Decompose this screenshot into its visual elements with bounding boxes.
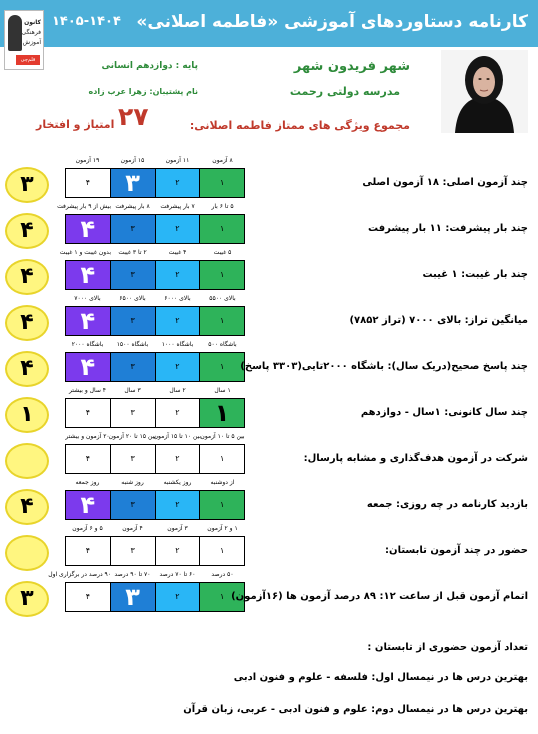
level-cell: ۴ (66, 491, 110, 519)
best-subjects-first: بهترین درس ها در نیمسال اول: فلسفه - علوم و فنون ادبی (233, 672, 528, 683)
score-circle (5, 443, 49, 479)
level-cell: ۳ (110, 169, 155, 197)
level-cell: ۳ (110, 353, 155, 381)
level-cell: ۲ (155, 491, 200, 519)
level-cell: ۲ (155, 169, 200, 197)
level-label: بین ۵ تا ۱۰ آزمون (200, 433, 245, 440)
criterion-question: چند سال کانونی: ۱سال - دوازدهم (360, 407, 528, 418)
level-cell: ۲ (155, 353, 200, 381)
level-label: بالای ۵۵۰۰ (209, 295, 236, 302)
score-circle: ۴ (5, 259, 49, 295)
level-cell: ۲ (155, 445, 200, 473)
supervisor-name: نام پشتیبان: زهرا عرب زاده (88, 87, 198, 96)
level-label: بیش از ۹ بار پیشرفت (57, 203, 111, 210)
level-label: بین ۱۰ تا ۱۵ آزمون (153, 433, 201, 440)
level-label: ۱۵ آزمون (120, 157, 145, 164)
level-cell: ۲ (155, 399, 200, 427)
level-grid (65, 582, 245, 612)
level-cell: ۱ (199, 445, 244, 473)
level-cell: ۳ (110, 307, 155, 335)
score-circle (5, 535, 49, 571)
level-label: باشگاه ۵۰۰ (208, 341, 237, 348)
level-cell: ۴ (66, 307, 110, 335)
report-header (0, 0, 538, 47)
level-label: باشگاه ۱۰۰۰ (161, 341, 194, 348)
level-cell: ۱ (199, 307, 244, 335)
level-cell: ۴ (66, 537, 110, 565)
level-label: ۹۰ درصد در برگزاری اول (48, 571, 111, 578)
level-cell: ۲ (155, 215, 200, 243)
logo-figure-icon (8, 15, 22, 51)
score-circle: ۴ (5, 351, 49, 387)
level-cell: ۴ (66, 215, 110, 243)
level-label: روز جمعه (75, 479, 100, 486)
level-label: ۵۰ درصد (211, 571, 234, 578)
level-cell: ۳ (110, 537, 155, 565)
student-grade: پایه : دوازدهم انسانی (101, 61, 198, 71)
level-label: از دوشنبه (210, 479, 235, 486)
best-subjects-second: بهترین درس ها در نیمسال دوم: علوم و فنون ادبی - عربی، زبان قرآن (183, 704, 528, 715)
criterion-question: اتمام آزمون قبل از ساعت ۱۲: ۸۹ درصد آزمون ها (۱۶آزمون) (231, 591, 528, 602)
level-label: بالای ۶۵۰۰ (119, 295, 146, 302)
points-label: امتیاز و افتخار (36, 118, 115, 131)
level-cell: ۳ (110, 583, 155, 611)
level-label: ۴ سال و بیشتر (68, 387, 107, 394)
level-label: بالای ۶۰۰۰ (164, 295, 191, 302)
level-label: بالای ۷۰۰۰ (74, 295, 101, 302)
level-label: ۲ سال (169, 387, 186, 394)
level-label: ۳ آزمون (167, 525, 188, 532)
level-cell: ۱ (199, 491, 244, 519)
level-label: ۸ بار پیشرفت (115, 203, 150, 210)
score-circle: ۱ (5, 397, 49, 433)
level-cell: ۱ (199, 583, 244, 611)
level-grid (65, 260, 245, 290)
level-label: بدون غیبت و ۱ غیبت (59, 249, 111, 256)
logo-text-2: فرهنگی (21, 29, 41, 36)
level-cell: ۱ (199, 353, 244, 381)
level-label: باشگاه ۱۵۰۰ (116, 341, 149, 348)
level-cell: ۳ (110, 399, 155, 427)
level-label: ۵ و ۶ آزمون (72, 525, 103, 532)
level-label: ۴ غیبت (168, 249, 187, 256)
criterion-question: حضور در چند آزمون تابستان: (385, 545, 528, 556)
level-grid (65, 306, 245, 336)
level-cell: ۴ (66, 583, 110, 611)
level-label: ۵ غیبت (213, 249, 232, 256)
level-label: ۱۹ آزمون (75, 157, 100, 164)
score-circle: ۴ (5, 305, 49, 341)
student-city: شهر فریدون شهر (293, 59, 410, 74)
academic-years: ۱۴۰۵-۱۴۰۴ (52, 14, 121, 29)
level-label: ۴ آزمون (122, 525, 143, 532)
level-cell: ۴ (66, 399, 110, 427)
logo-text-3: آموزش (22, 39, 41, 46)
level-grid (65, 536, 245, 566)
score-circle: ۳ (5, 167, 49, 203)
level-label: بین ۱۵ تا ۲۰ آزمون (108, 433, 156, 440)
criterion-question: بازدید کارنامه در چه روزی: جمعه (366, 499, 528, 510)
level-cell: ۴ (66, 353, 110, 381)
school-name: مدرسه دولتی رحمت (289, 85, 400, 98)
level-cell: ۳ (110, 491, 155, 519)
level-cell: ۴ (66, 445, 110, 473)
level-label: ۸ آزمون (212, 157, 233, 164)
criterion-question: میانگین تراز: بالای ۷۰۰۰ (تراز ۷۸۵۲) (349, 315, 528, 326)
level-cell: ۴ (66, 261, 110, 289)
level-grid (65, 398, 245, 428)
level-grid (65, 214, 245, 244)
total-label: مجموع ویژگی های ممتاز فاطمه اصلانی: (189, 119, 410, 132)
score-circle: ۳ (5, 581, 49, 617)
criterion-question: چند آزمون اصلی: ۱۸ آزمون اصلی (362, 177, 528, 188)
level-label: ۱ سال (214, 387, 231, 394)
criterion-question: چند بار پیشرفت: ۱۱ بار پیشرفت (368, 223, 528, 234)
level-cell: ۲ (155, 583, 200, 611)
kanoon-logo (4, 10, 44, 70)
student-photo (441, 50, 528, 133)
level-cell: ۱ (199, 169, 244, 197)
level-label: ۶۰ تا ۷۰ درصد (159, 571, 196, 578)
level-cell: ۴ (66, 169, 110, 197)
level-grid (65, 168, 245, 198)
level-grid (65, 444, 245, 474)
criterion-question: چند بار غیبت: ۱ غیبت (422, 269, 528, 280)
criterion-question: چند پاسخ صحیح(دریک سال): باشگاه ۲۰۰۰تایی(۳۳۰۳ پاسخ) (240, 361, 528, 372)
level-grid (65, 352, 245, 382)
level-label: ۲ تا ۳ غیبت (118, 249, 147, 256)
level-cell: ۱ (199, 261, 244, 289)
level-label: ۱ و ۲ آزمون (207, 525, 238, 532)
logo-text-1: کانون (24, 19, 41, 26)
level-cell: ۲ (155, 261, 200, 289)
level-label: باشگاه ۲۰۰۰ (71, 341, 104, 348)
summer-exams: تعداد آزمون حضوری از تابستان : (367, 642, 528, 653)
criterion-question: شرکت در آزمون هدف‌گذاری و مشابه پارسال: (303, 453, 528, 464)
score-circle: ۴ (5, 489, 49, 525)
level-label: ۱۱ آزمون (165, 157, 190, 164)
level-label: ۲۰ آزمون و بیشتر (65, 433, 110, 440)
level-label: روز شنبه (121, 479, 144, 486)
total-score: ۲۷ (118, 102, 149, 131)
level-label: ۷۰ تا ۹۰ درصد (114, 571, 151, 578)
report-title: کارنامه دستاوردهای آموزشی «فاطمه اصلانی» (136, 12, 528, 32)
level-cell: ۲ (155, 537, 200, 565)
level-label: روز یکشنبه (163, 479, 192, 486)
level-cell: ۲ (155, 307, 200, 335)
logo-badge: قلم‌چی (16, 55, 40, 65)
level-cell: ۳ (110, 261, 155, 289)
level-label: ۷ بار پیشرفت (160, 203, 195, 210)
level-grid (65, 490, 245, 520)
level-label: ۳ سال (124, 387, 141, 394)
level-cell: ۱ (199, 215, 244, 243)
level-cell: ۱ (199, 537, 244, 565)
score-circle: ۴ (5, 213, 49, 249)
level-cell: ۳ (110, 445, 155, 473)
level-cell: ۱ (199, 399, 244, 427)
level-label: ۵ تا ۶ بار (211, 203, 234, 210)
level-cell: ۳ (110, 215, 155, 243)
